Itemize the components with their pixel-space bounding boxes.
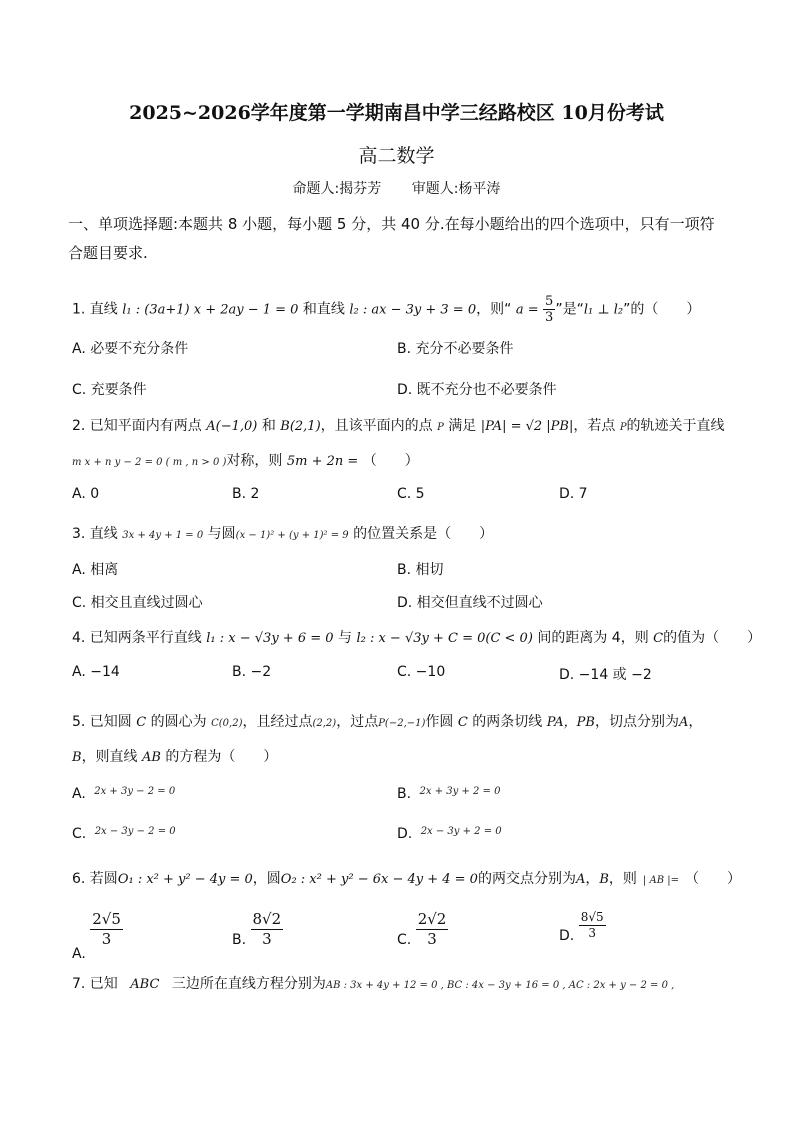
- q5-text-g: ，切点分别为: [594, 714, 679, 730]
- q6-option-a-num: 2√5: [92, 910, 121, 928]
- q2-point-p-2: P: [619, 422, 627, 433]
- q5-option-c[interactable]: [72, 826, 176, 842]
- q4-l1: l₁ : x − √3y + 6 = 0: [206, 631, 334, 646]
- q6-option-a[interactable]: [72, 910, 123, 962]
- q5-c-2: C: [457, 715, 468, 730]
- q5-option-a[interactable]: [72, 786, 175, 802]
- authors-line: [0, 178, 793, 198]
- question-4: [72, 627, 761, 647]
- q4-option-a[interactable]: A. −14: [72, 664, 120, 680]
- q2-text-f: 对称，则: [226, 453, 283, 469]
- q2-point-p: P: [437, 422, 444, 433]
- q7-equations: AB : 3x + 4y + 12 = 0 , BC : 4x − 3y + 16 = 0 , AC : 2x + y − 2 = 0 ,: [325, 980, 675, 991]
- q1-frac-den: 3: [545, 310, 554, 325]
- q4-post: 间的距离为 4，则: [537, 630, 649, 646]
- q1-option-d[interactable]: D. 既不充分也不必要条件: [397, 382, 557, 398]
- question-6: 6. 若圆O₁ : x² + y² − 4y = 0，圆O₂ : x² + y² − 6x − 4y + 4 = 0的两交点分别为A，B，则 | AB |= （ ）: [72, 871, 741, 887]
- q5-tangents: PA，PB: [546, 715, 595, 730]
- q7-pre: 7. 已知: [72, 976, 118, 992]
- q3-option-a[interactable]: A. 相离: [72, 562, 119, 578]
- q5-option-c-label: C.: [72, 826, 87, 842]
- question-2: [72, 415, 725, 435]
- q2-point-a: A(−1,0): [206, 419, 258, 434]
- q6-option-c-num: 2√2: [417, 910, 447, 928]
- q2-and: 和: [261, 418, 276, 434]
- q5-option-a-label: A.: [72, 786, 86, 802]
- q3-post: 的位置关系是（ ）: [353, 526, 494, 542]
- q7-mid: 三边所在直线方程分别为: [171, 976, 326, 992]
- q2-option-b[interactable]: B. 2: [232, 486, 260, 502]
- q6-b: B: [599, 872, 609, 887]
- q1-frac-num: 5: [545, 294, 554, 309]
- q6-option-b-label: B.: [232, 931, 247, 948]
- q6-mid: ，圆: [252, 871, 281, 887]
- q6-end: （ ）: [684, 871, 741, 887]
- question-7: [72, 973, 674, 993]
- q5-b: B: [72, 750, 82, 765]
- q6-o2: O₂ : x² + y² − 6x − 4y + 4 = 0: [280, 872, 478, 887]
- q2-text-e: 的轨迹关于直线: [626, 418, 725, 434]
- q6-then: ，则: [608, 871, 637, 887]
- q1-num: 1. 直线: [72, 301, 118, 318]
- q4-option-c[interactable]: C. −10: [397, 664, 446, 680]
- q1-cond-pre: ，则“: [476, 301, 512, 318]
- q2-text-d: ，若点: [573, 418, 616, 434]
- q5-option-b-eq: 2x + 3y + 2 = 0: [419, 786, 501, 797]
- setter: 命题人:揭芬芳: [292, 181, 382, 197]
- q6-option-a-frac: [90, 910, 123, 949]
- exam-subtitle: 高二数学: [358, 145, 435, 167]
- q5-text-h: ，则直线: [81, 749, 138, 765]
- q2-option-a[interactable]: A. 0: [72, 486, 100, 502]
- q6-option-c-label: C.: [397, 931, 412, 948]
- q4-c: C: [653, 631, 664, 646]
- q6-option-c-den: 3: [427, 930, 437, 948]
- q2-option-c[interactable]: C. 5: [397, 486, 425, 502]
- q6-option-c[interactable]: [397, 910, 448, 949]
- q2-point-b: B(2,1): [280, 419, 321, 434]
- q4-option-d[interactable]: D. −14 或 −2: [559, 667, 652, 683]
- q5-option-d[interactable]: [397, 826, 502, 842]
- q1-l1: l₁ : (3a+1) x + 2ay − 1 = 0: [122, 302, 299, 318]
- q2-condition: |PA| = √2 |PB|: [480, 419, 574, 434]
- q6-ab: | AB |=: [642, 875, 679, 886]
- q5-option-a-eq: 2x + 3y − 2 = 0: [94, 786, 176, 797]
- q2-symmetry-line: m x + n y − 2 = 0 ( m , n > 0 ): [72, 457, 227, 468]
- q3-option-b[interactable]: B. 相切: [397, 562, 444, 578]
- q4-option-b[interactable]: B. −2: [232, 664, 272, 680]
- question-2-line2: [72, 450, 419, 470]
- q1-is: ”是“: [555, 301, 584, 318]
- q1-option-b[interactable]: B. 充分不必要条件: [397, 341, 514, 357]
- q6-option-d[interactable]: [559, 910, 606, 944]
- q5-ab: AB: [142, 750, 161, 765]
- q2-paren: （ ）: [362, 453, 419, 469]
- q5-point-p: P(−2,−1): [378, 718, 426, 729]
- q1-frac: [543, 294, 555, 325]
- q2-text-a: 2. 已知平面内有两点: [72, 418, 202, 434]
- q1-option-a[interactable]: A. 必要不充分条件: [72, 341, 189, 357]
- q3-option-c[interactable]: C. 相交且直线过圆心: [72, 595, 203, 611]
- q5-point: (2,2): [312, 718, 337, 729]
- q3-circle: (x − 1)² + (y + 1)² = 9: [235, 530, 349, 541]
- q6-option-d-den: 3: [588, 926, 596, 940]
- question-1: [72, 294, 700, 325]
- q1-a-eq: a =: [515, 302, 539, 318]
- q4-l2: l₂ : x − √3y + C = 0(C < 0): [356, 631, 533, 646]
- q5-text-f: 的两条切线: [472, 714, 543, 730]
- q5-text-c: ，且经过点: [242, 714, 313, 730]
- q5-option-d-eq: 2x − 3y + 2 = 0: [420, 826, 502, 837]
- q6-option-d-frac: [579, 910, 606, 941]
- q3-line: 3x + 4y + 1 = 0: [122, 530, 204, 541]
- exam-title: 2025~2026学年度第一学期南昌中学三经路校区 10月份考试: [129, 102, 664, 124]
- q5-text-b: 的圆心为: [150, 714, 207, 730]
- q6-option-c-frac: [416, 910, 449, 949]
- q6-option-d-label: D.: [559, 927, 575, 944]
- q6-option-b[interactable]: [232, 910, 283, 949]
- q1-l2: l₂ : ax − 3y + 3 = 0: [349, 302, 477, 318]
- q3-pre: 3. 直线: [72, 526, 118, 542]
- q2-text-c: 满足: [448, 418, 477, 434]
- reviewer: 审题人:杨平涛: [411, 181, 501, 197]
- q5-text-i: 的方程为（ ）: [165, 749, 278, 765]
- q6-option-d-num: 8√5: [580, 910, 604, 924]
- question-5-line2: [72, 746, 277, 766]
- q2-expression: 5m + 2n =: [286, 454, 359, 469]
- q6-option-b-den: 3: [262, 930, 272, 948]
- q5-option-c-eq: 2x − 3y − 2 = 0: [94, 826, 176, 837]
- q5-text-e: 作圆: [425, 714, 454, 730]
- q3-option-d[interactable]: D. 相交但直线不过圆心: [397, 595, 543, 611]
- q6-o1: O₁ : x² + y² − 4y = 0: [117, 872, 253, 887]
- q5-text-d: ，过点: [336, 714, 379, 730]
- q6-option-a-den: 3: [101, 930, 112, 948]
- question-3: [72, 523, 493, 543]
- q1-option-c[interactable]: C. 充要条件: [72, 382, 147, 398]
- q6-post: 的两交点分别为: [477, 871, 576, 887]
- q1-end: ”的（ ）: [623, 301, 701, 318]
- q4-post2: 的值为（ ）: [663, 630, 762, 646]
- section-heading: 一、单项选择题:本题共 8 小题，每小题 5 分，共 40 分.在每小题给出的四个选项中，只有一项符合题目要求.: [68, 215, 715, 262]
- q5-option-d-label: D.: [397, 826, 413, 842]
- q5-c: C: [136, 715, 147, 730]
- q6-pre: 6. 若圆: [72, 871, 118, 887]
- q2-text-b: ，且该平面内的点: [320, 418, 433, 434]
- q5-option-b-label: B.: [397, 786, 412, 802]
- q6-option-b-num: 8√2: [252, 910, 282, 928]
- q7-triangle: ABC: [130, 977, 160, 992]
- q3-mid: 与圆: [207, 526, 236, 542]
- q6-option-a-label: A.: [72, 945, 86, 962]
- q4-mid: 与: [337, 630, 352, 646]
- question-5: 5. 已知圆 C 的圆心为 C(0,2)，且经过点(2,2)，过点P(−2,−1)作圆 C 的两条切线 PA，PB，切点分别为A，: [72, 714, 703, 730]
- q1-perp: l₁ ⊥ l₂: [583, 302, 624, 318]
- q2-option-d[interactable]: D. 7: [559, 486, 588, 502]
- q5-option-b[interactable]: [397, 786, 500, 802]
- q6-a: A: [575, 872, 586, 887]
- q4-pre: 4. 已知两条平行直线: [72, 630, 202, 646]
- q5-text-a: 5. 已知圆: [72, 714, 132, 730]
- q1-mid: 和直线: [302, 301, 345, 318]
- q5-a: A: [678, 715, 689, 730]
- q6-option-b-frac: [251, 910, 284, 949]
- q5-center: C(0,2): [211, 718, 243, 729]
